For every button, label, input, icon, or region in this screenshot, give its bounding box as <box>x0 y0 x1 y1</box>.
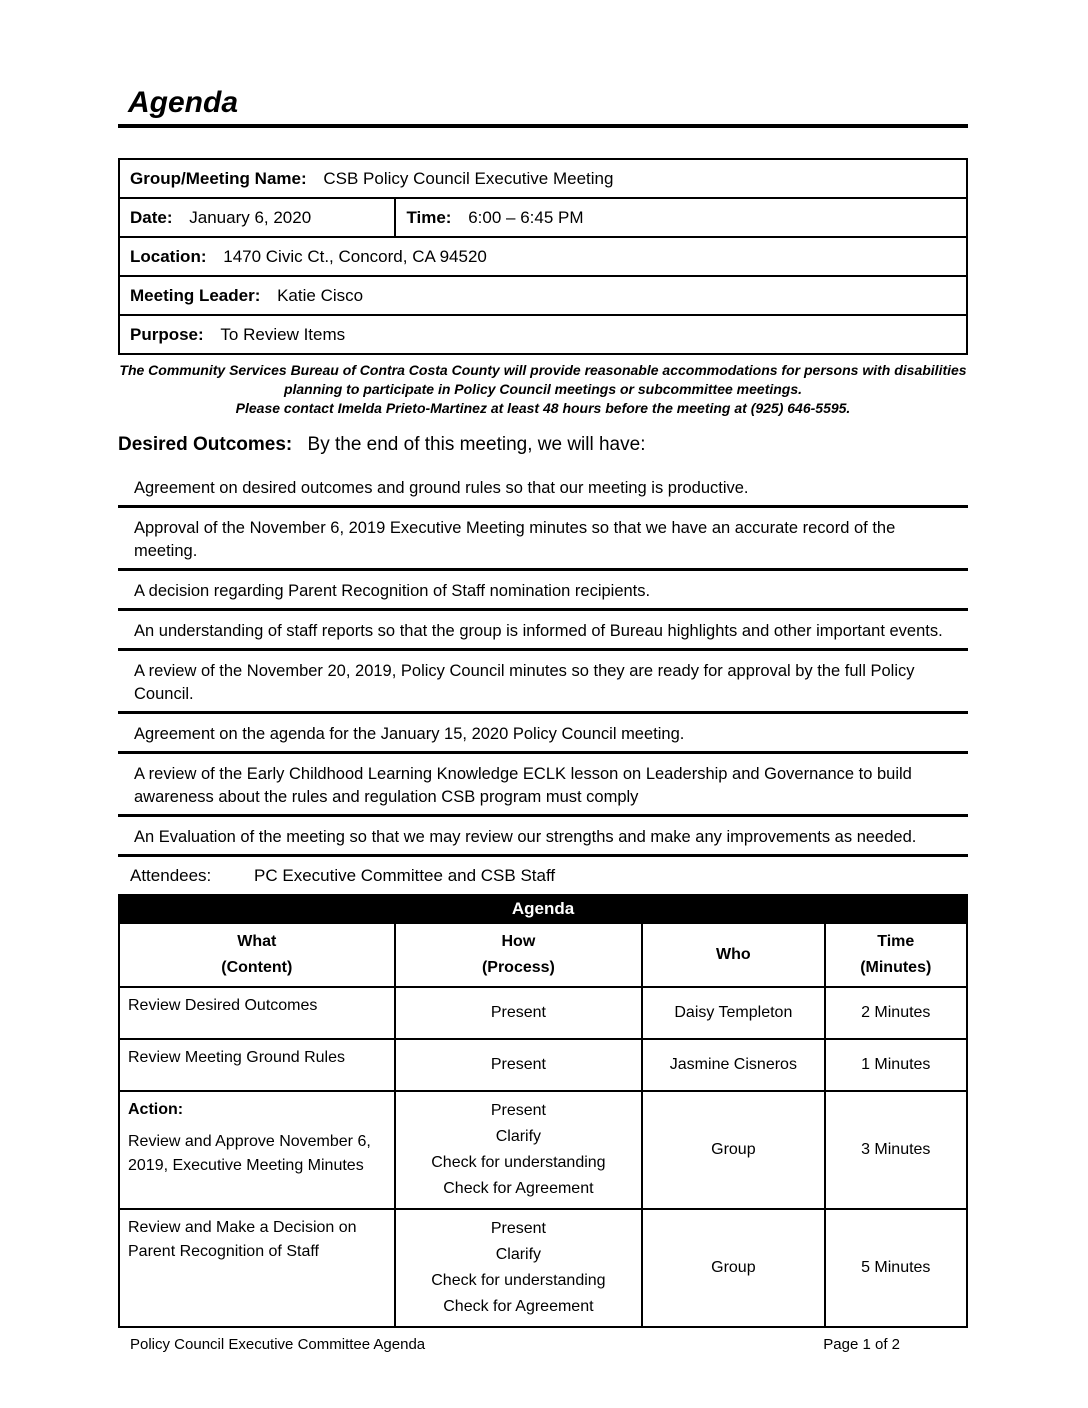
outcome-item: A review of the November 20, 2019, Policy Council minutes so they are ready for approval by the full Policy Council. <box>118 660 968 714</box>
outcome-item: An understanding of staff reports so that the group is informed of Bureau highlights and other important events. <box>118 620 968 651</box>
column-header-what <box>119 923 395 987</box>
accessibility-note <box>118 361 968 418</box>
purpose-value: To Review Items <box>220 324 346 344</box>
agenda-time-cell: 2 Minutes <box>825 987 967 1039</box>
agenda-how-cell <box>395 1091 643 1209</box>
column-header-what-line2: (Content) <box>221 959 293 976</box>
agenda-how-line: Check for understanding <box>431 1154 606 1171</box>
date-label: Date: <box>130 207 173 227</box>
agenda-how-line: Present <box>490 1056 546 1073</box>
desired-outcomes-label: Desired Outcomes: <box>118 434 293 455</box>
accessibility-note-line1: The Community Services Bureau of Contra Costa County will provide reasonable accommodations for persons with disabilities <box>119 362 967 378</box>
agenda-what-cell <box>119 987 395 1039</box>
column-header-how <box>395 923 643 987</box>
accessibility-note-line3: Please contact Imelda Prieto-Martinez at least 48 hours before the meeting at (925) 646-5595. <box>235 400 851 416</box>
agenda-row <box>119 987 967 1039</box>
agenda-action-label: Action: <box>128 1101 184 1118</box>
page-footer <box>118 1336 968 1353</box>
column-header-who-line1: Who <box>716 946 751 963</box>
group-meeting-name-value: CSB Policy Council Executive Meeting <box>323 168 614 188</box>
agenda-what-cell <box>119 1209 395 1327</box>
column-header-time-line2: (Minutes) <box>860 959 932 976</box>
agenda-time-cell: 1 Minutes <box>825 1039 967 1091</box>
outcome-item: A decision regarding Parent Recognition of Staff nomination recipients. <box>118 580 968 611</box>
agenda-who-cell: Daisy Templeton <box>642 987 824 1039</box>
agenda-row <box>119 1209 967 1327</box>
agenda-how-line: Present <box>490 1004 546 1021</box>
footer-document-title: Policy Council Executive Committee Agenda <box>130 1336 426 1353</box>
agenda-table-title: Agenda <box>119 895 967 923</box>
outcome-item: Approval of the November 6, 2019 Executive Meeting minutes so that we have an accurate record of the meeting. <box>118 517 968 571</box>
agenda-who-cell: Jasmine Cisneros <box>642 1039 824 1091</box>
location-label: Location: <box>130 246 207 266</box>
agenda-how-cell <box>395 1209 643 1327</box>
location-cell <box>119 237 967 276</box>
attendees-value: PC Executive Committee and CSB Staff <box>254 866 556 885</box>
agenda-how-cell <box>395 1039 643 1091</box>
agenda-header-row <box>119 923 967 987</box>
accessibility-note-line2: planning to participate in Policy Council meetings or subcommittee meetings. <box>283 381 803 397</box>
meeting-leader-cell <box>119 276 967 315</box>
agenda-row <box>119 1091 967 1209</box>
agenda-table-body <box>119 987 967 1327</box>
date-cell <box>119 198 395 237</box>
info-row-group <box>119 159 967 198</box>
page-title: Agenda <box>128 86 239 119</box>
agenda-how-line: Clarify <box>495 1128 542 1145</box>
outcome-item: An Evaluation of the meeting so that we may review our strengths and make any improvements as needed. <box>118 826 968 857</box>
info-row-location <box>119 237 967 276</box>
agenda-how-line: Clarify <box>495 1246 542 1263</box>
agenda-table <box>118 894 968 1328</box>
purpose-cell <box>119 315 967 354</box>
agenda-title-row <box>119 895 967 923</box>
agenda-row <box>119 1039 967 1091</box>
agenda-time-cell: 3 Minutes <box>825 1091 967 1209</box>
agenda-how-line: Present <box>490 1102 546 1119</box>
agenda-how-line: Check for Agreement <box>443 1180 594 1197</box>
outcome-item: A review of the Early Childhood Learning Knowledge ECLK lesson on Leadership and Governance to build awareness about the rules and regulation CSB program must comply <box>118 763 968 817</box>
desired-outcomes-heading <box>118 432 968 457</box>
column-header-who <box>642 923 824 987</box>
agenda-time-cell: 5 Minutes <box>825 1209 967 1327</box>
agenda-who-cell: Group <box>642 1091 824 1209</box>
outcome-item: Agreement on the agenda for the January 15, 2020 Policy Council meeting. <box>118 723 968 754</box>
info-row-leader <box>119 276 967 315</box>
purpose-label: Purpose: <box>130 324 204 344</box>
agenda-how-line: Present <box>490 1220 546 1237</box>
agenda-what-cell <box>119 1039 395 1091</box>
agenda-how-line: Check for understanding <box>431 1272 606 1289</box>
column-header-how-line2: (Process) <box>481 959 555 976</box>
attendees-line <box>118 866 968 886</box>
desired-outcomes-intro: By the end of this meeting, we will have: <box>307 434 646 455</box>
title-block <box>118 86 968 128</box>
column-header-what-line1: What <box>237 933 277 950</box>
outcomes-list <box>118 477 968 857</box>
info-row-date-time <box>119 198 967 237</box>
column-header-time <box>825 923 967 987</box>
time-cell <box>395 198 967 237</box>
footer-page-number: Page 1 of 2 <box>823 1336 900 1353</box>
group-meeting-name-cell <box>119 159 967 198</box>
column-header-how-line1: How <box>501 933 536 950</box>
agenda-what-text: Review and Approve November 6, 2019, Executive Meeting Minutes <box>128 1133 371 1174</box>
agenda-what-text: Review Meeting Ground Rules <box>128 1049 345 1066</box>
meeting-leader-value: Katie Cisco <box>277 285 364 305</box>
info-row-purpose <box>119 315 967 354</box>
location-value: 1470 Civic Ct., Concord, CA 94520 <box>223 246 487 266</box>
agenda-how-line: Check for Agreement <box>443 1298 594 1315</box>
time-value: 6:00 – 6:45 PM <box>468 207 584 227</box>
agenda-what-cell <box>119 1091 395 1209</box>
meeting-leader-label: Meeting Leader: <box>130 285 261 305</box>
date-value: January 6, 2020 <box>189 207 312 227</box>
outcome-item: Agreement on desired outcomes and ground rules so that our meeting is productive. <box>118 477 968 508</box>
time-label: Time: <box>406 207 452 227</box>
agenda-who-cell: Group <box>642 1209 824 1327</box>
meeting-info-table <box>118 158 968 355</box>
agenda-what-text: Review Desired Outcomes <box>128 997 318 1014</box>
agenda-how-cell <box>395 987 643 1039</box>
column-header-time-line1: Time <box>877 933 915 950</box>
attendees-label: Attendees: <box>130 866 212 885</box>
agenda-what-text: Review and Make a Decision on Parent Recognition of Staff <box>128 1219 357 1260</box>
group-meeting-name-label: Group/Meeting Name: <box>130 168 307 188</box>
